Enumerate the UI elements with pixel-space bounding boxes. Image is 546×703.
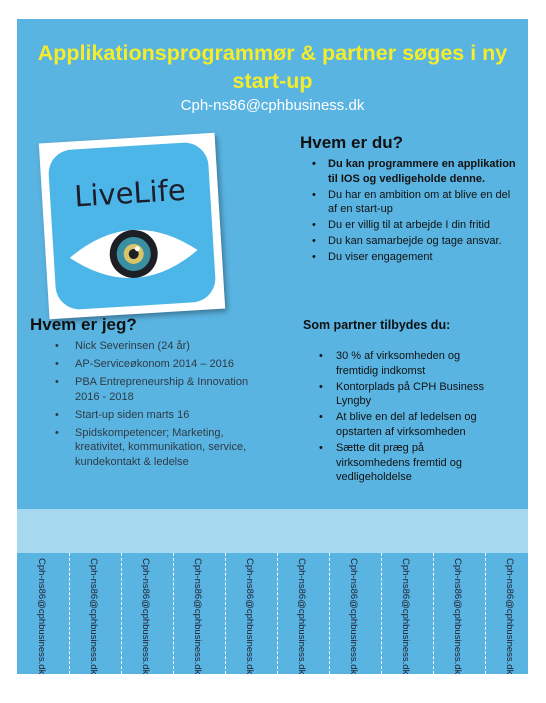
- tab-email: Cph-ns86@cphbusiness.dk: [244, 558, 255, 674]
- tab-email: Cph-ns86@cphbusiness.dk: [192, 558, 203, 674]
- tear-off-tabs: [17, 553, 528, 674]
- contact-email: Cph-ns86@cphbusiness.dk: [180, 97, 365, 114]
- tear-off-tab[interactable]: [17, 553, 70, 674]
- app-icon: [47, 141, 216, 310]
- list-item: • Du har en ambition om at blive en del af en start-up: [310, 188, 522, 217]
- list-item: • Du kan programmere en applikation til IOS og vedligeholde denne.: [310, 157, 522, 186]
- tear-off-tab[interactable]: [173, 553, 226, 674]
- flyer-title: Applikationsprogrammør & partner søges i ny start-up: [37, 41, 508, 93]
- list-item: • Kontorplads på CPH Business Lyngby: [317, 380, 497, 410]
- tab-email: Cph-ns86@cphbusiness.dk: [36, 558, 47, 674]
- partner-list: [317, 349, 497, 486]
- list-item: • Spidskompetencer; Marketing, kreativitet, kommunikation, service, kundekontakt & ledelse: [53, 426, 263, 470]
- tab-email: Cph-ns86@cphbusiness.dk: [140, 558, 151, 674]
- list-item: • Du er villig til at arbejde I din fritid: [310, 218, 522, 233]
- who-are-you-list: [310, 157, 522, 266]
- list-item: • Du viser engagement: [310, 250, 522, 265]
- separator-band: [17, 509, 528, 553]
- who-am-i-list: [53, 339, 263, 473]
- tear-off-tab[interactable]: [329, 553, 382, 674]
- tear-off-tab[interactable]: [69, 553, 122, 674]
- list-item: • AP-Serviceøkonom 2014 – 2016: [53, 357, 263, 372]
- tear-off-tab[interactable]: [277, 553, 330, 674]
- partner-heading: Som partner tilbydes du:: [303, 318, 451, 332]
- tab-email: Cph-ns86@cphbusiness.dk: [296, 558, 307, 674]
- list-item: • Du kan samarbejde og tage ansvar.: [310, 234, 522, 249]
- who-are-you-heading: Hvem er du?: [300, 133, 403, 152]
- list-item: • Start-up siden marts 16: [53, 408, 263, 423]
- tab-email: Cph-ns86@cphbusiness.dk: [452, 558, 463, 674]
- list-item: • Sætte dit præg på virksomhedens fremtid og vedligeholdelse: [317, 441, 497, 485]
- flyer: [17, 19, 528, 509]
- tear-off-tab[interactable]: [381, 553, 434, 674]
- list-item: • At blive en del af ledelsen og opstarten af virksomheden: [317, 410, 497, 440]
- tab-email: Cph-ns86@cphbusiness.dk: [88, 558, 99, 674]
- list-item: • PBA Entrepreneurship & Innovation 2016 - 2018: [53, 375, 263, 404]
- tab-email: Cph-ns86@cphbusiness.dk: [504, 558, 515, 674]
- logo-text: LiveLife: [73, 172, 187, 214]
- list-item: • 30 % af virksomheden og fremtidig indkomst: [317, 349, 497, 379]
- tear-off-tab[interactable]: [485, 553, 528, 674]
- tab-email: Cph-ns86@cphbusiness.dk: [348, 558, 359, 674]
- tear-off-tab[interactable]: [225, 553, 278, 674]
- who-am-i-heading: Hvem er jeg?: [30, 315, 137, 334]
- tear-off-tab[interactable]: [433, 553, 486, 674]
- tear-off-tab[interactable]: [121, 553, 174, 674]
- tab-email: Cph-ns86@cphbusiness.dk: [400, 558, 411, 674]
- eye-camera-icon: [66, 220, 201, 288]
- livelife-logo: [39, 133, 225, 319]
- list-item: • Nick Severinsen (24 år): [53, 339, 263, 354]
